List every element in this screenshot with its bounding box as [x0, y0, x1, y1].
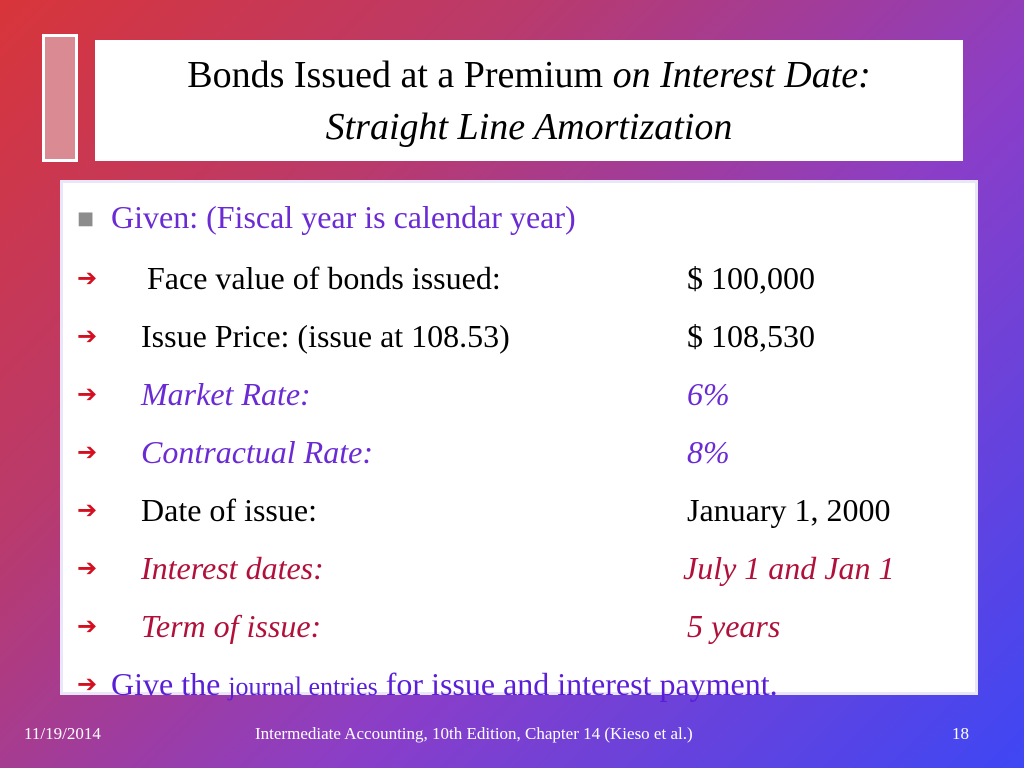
footer-source: Intermediate Accounting, 10th Edition, Chapter 14 (Kieso et al.)	[255, 724, 693, 743]
decorative-bar	[42, 34, 78, 162]
list-item-term-of-issue	[63, 604, 975, 648]
list-item-date-of-issue	[63, 488, 975, 532]
instruction-part-3: for issue and interest payment.	[377, 666, 778, 702]
arrow-right-icon: ➔	[77, 554, 98, 582]
list-item-contractual-rate	[63, 430, 975, 474]
issue-price-label: Issue Price: (issue at 108.53)	[141, 318, 510, 354]
market-rate-label: Market Rate:	[141, 376, 311, 412]
arrow-right-icon: ➔	[77, 380, 98, 408]
instruction-text	[111, 662, 778, 709]
list-item-instruction	[63, 662, 975, 706]
arrow-right-icon: ➔	[77, 264, 98, 292]
title-italic-text: on Interest Date:	[612, 53, 871, 96]
footer-date: 11/19/2014	[24, 724, 101, 743]
title-plain-text: Bonds Issued at a Premium	[187, 53, 613, 96]
instruction-part-1: Give the	[111, 666, 229, 702]
arrow-right-icon: ➔	[77, 670, 98, 698]
date-of-issue-label: Date of issue:	[141, 492, 317, 528]
list-item-market-rate	[63, 372, 975, 416]
square-bullet-icon: ■	[77, 208, 95, 229]
interest-dates-value: July 1 and Jan 1	[683, 550, 895, 586]
arrow-right-icon: ➔	[77, 612, 98, 640]
face-value-value: $ 100,000	[687, 260, 815, 296]
footer-page-number: 18	[952, 724, 969, 743]
instruction-emphasis: journal entries	[228, 672, 378, 701]
content-area	[60, 180, 978, 702]
term-of-issue-value: 5 years	[687, 608, 781, 644]
contractual-rate-value: 8%	[687, 434, 730, 470]
list-item-issue-price	[63, 314, 975, 358]
title-line-1	[187, 49, 871, 101]
slide-title	[95, 40, 963, 161]
issue-price-value: $ 108,530	[687, 318, 815, 354]
given-row	[63, 195, 975, 239]
contractual-rate-label: Contractual Rate:	[141, 434, 373, 470]
list-item-interest-dates	[63, 546, 975, 590]
market-rate-value: 6%	[687, 376, 730, 412]
interest-dates-label: Interest dates:	[141, 550, 324, 586]
arrow-right-icon: ➔	[77, 322, 98, 350]
term-of-issue-label: Term of issue:	[141, 608, 322, 644]
arrow-right-icon: ➔	[77, 496, 98, 524]
arrow-right-icon: ➔	[77, 438, 98, 466]
date-of-issue-value: January 1, 2000	[687, 492, 891, 528]
given-text: Given: (Fiscal year is calendar year)	[111, 199, 576, 235]
list-item-face-value	[63, 256, 975, 300]
title-line-2: Straight Line Amortization	[325, 105, 733, 148]
face-value-label: Face value of bonds issued:	[147, 260, 501, 296]
